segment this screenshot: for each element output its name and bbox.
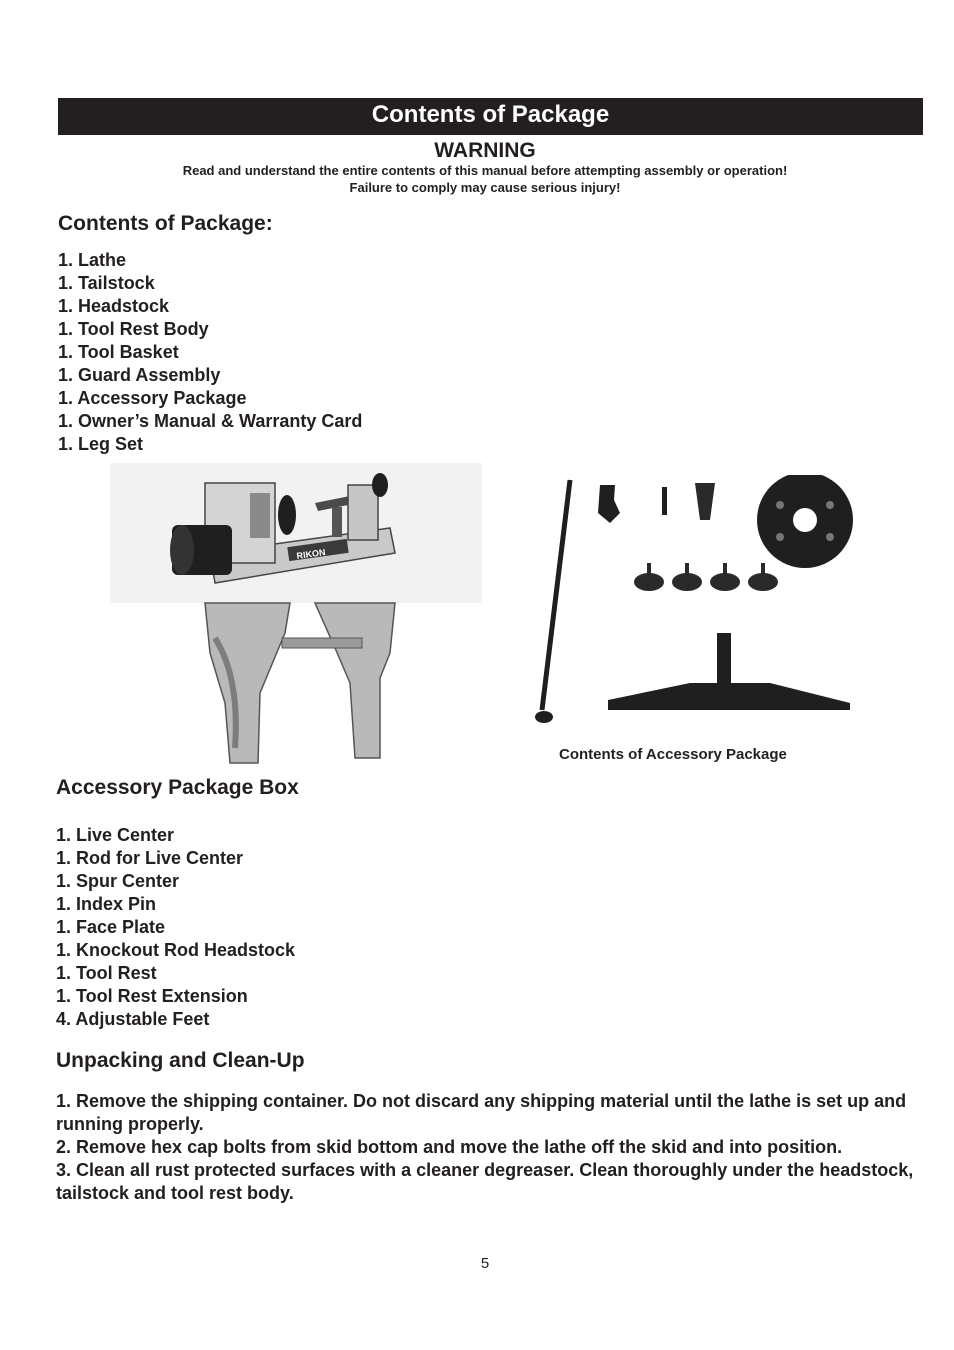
list-item: 1. Tool Rest (56, 963, 157, 983)
lathe-image (110, 463, 482, 775)
contents-heading: Contents of Package: (58, 212, 273, 235)
list-item: 1. Tool Rest Extension (56, 986, 248, 1006)
unpacking-step-3: 3. Clean all rust protected surfaces with a cleaner degreaser. Clean thoroughly under the headstock, tailstock and tool rest body. (56, 1160, 914, 1203)
list-item: 1. Rod for Live Center (56, 848, 244, 868)
accessory-caption: Contents of Accessory Package (559, 746, 787, 763)
list-item: 1. Leg Set (58, 434, 144, 454)
list-item: 1. Spur Center (56, 871, 180, 891)
list-item: 1. Tool Basket (58, 342, 179, 362)
warning-text-line1: Read and understand the entire contents of this manual before attempting assembly or operation! (182, 163, 788, 178)
list-item: 1. Tailstock (58, 273, 155, 293)
list-item: 1. Knockout Rod Headstock (56, 940, 296, 960)
list-item: 1. Live Center (56, 825, 175, 845)
lathe-brand-label: RIKON (295, 547, 327, 561)
list-item: 4. Adjustable Feet (56, 1009, 210, 1029)
list-item: 1. Index Pin (56, 894, 157, 914)
page-title-banner (58, 98, 923, 135)
list-item: 1. Lathe (58, 250, 127, 270)
list-item: 1. Tool Rest Body (58, 319, 209, 339)
warning-text-line2: Failure to comply may cause serious injury! (349, 180, 621, 195)
list-item: 1. Guard Assembly (58, 365, 221, 385)
unpacking-heading: Unpacking and Clean-Up (56, 1049, 305, 1072)
accessory-heading: Accessory Package Box (56, 776, 299, 799)
unpacking-step-2: 2. Remove hex cap bolts from skid bottom and move the lathe off the skid and into position. (56, 1137, 843, 1157)
unpacking-step-1: 1. Remove the shipping container. Do not discard any shipping material until the lathe is set up and running properly. (56, 1091, 907, 1134)
list-item: 1. Headstock (58, 296, 170, 316)
list-item: 1. Owner’s Manual & Warranty Card (58, 411, 363, 431)
page-number: 5 (480, 1255, 490, 1272)
accessory-package-image (520, 475, 865, 735)
accessory-list (56, 824, 295, 1031)
page-title: Contents of Package (371, 101, 610, 128)
list-item: 1. Face Plate (56, 917, 166, 937)
warning-title: WARNING (434, 139, 536, 162)
contents-list (58, 249, 362, 456)
list-item: 1. Accessory Package (58, 388, 247, 408)
